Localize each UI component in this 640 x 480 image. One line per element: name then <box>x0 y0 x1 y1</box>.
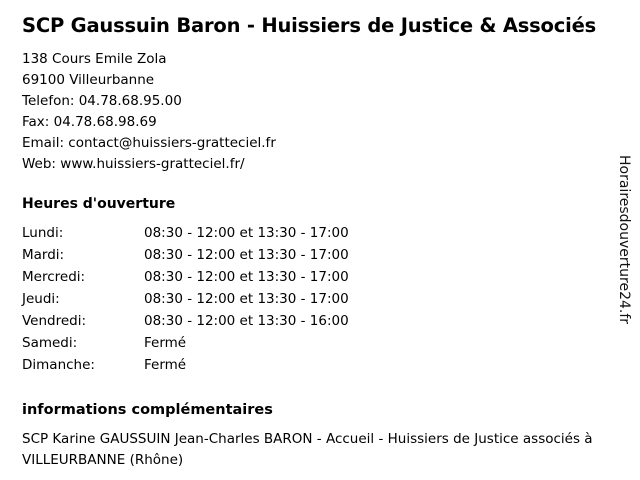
email-line: Email: contact@huissiers-gratteciel.fr <box>22 135 276 152</box>
additional-info-heading: informations complémentaires <box>22 402 273 419</box>
hours-day-label: Lundi: <box>22 225 64 242</box>
fax-line: Fax: 04.78.68.98.69 <box>22 114 157 131</box>
address-city: 69100 Villeurbanne <box>22 72 155 89</box>
hours-day-label: Jeudi: <box>22 291 60 308</box>
page-title: SCP Gaussuin Baron - Huissiers de Justice & Associés <box>22 14 597 37</box>
phone-line: Telefon: 04.78.68.95.00 <box>22 93 182 110</box>
hours-day-value: 08:30 - 12:00 et 13:30 - 16:00 <box>144 313 349 330</box>
opening-hours-table <box>22 222 349 376</box>
hours-day-label: Vendredi: <box>22 313 87 330</box>
additional-info-text: SCP Karine GAUSSUIN Jean-Charles BARON - Accueil - Huissiers de Justice associés à VILLEURBANNE (Rhône) <box>22 431 593 469</box>
table-row <box>22 310 349 332</box>
hours-day-label: Mardi: <box>22 247 65 264</box>
site-watermark-label: Horairesdouverture24.fr <box>616 155 632 325</box>
hours-day-value: 08:30 - 12:00 et 13:30 - 17:00 <box>144 269 349 286</box>
hours-day-value: Fermé <box>144 357 187 374</box>
hours-day-value: 08:30 - 12:00 et 13:30 - 17:00 <box>144 247 349 264</box>
address-street: 138 Cours Emile Zola <box>22 51 167 68</box>
hours-day-value: 08:30 - 12:00 et 13:30 - 17:00 <box>144 291 349 308</box>
opening-hours-heading: Heures d'ouverture <box>22 196 176 213</box>
hours-day-value: 08:30 - 12:00 et 13:30 - 17:00 <box>144 225 349 242</box>
hours-day-label: Samedi: <box>22 335 78 352</box>
site-watermark <box>610 0 638 480</box>
table-row <box>22 288 349 310</box>
table-row <box>22 354 349 376</box>
table-row <box>22 222 349 244</box>
website-line: Web: www.huissiers-gratteciel.fr/ <box>22 156 245 173</box>
hours-day-label: Dimanche: <box>22 357 95 374</box>
hours-day-value: Fermé <box>144 335 187 352</box>
table-row <box>22 332 349 354</box>
hours-day-label: Mercredi: <box>22 269 86 286</box>
contact-block <box>22 49 620 175</box>
table-row <box>22 266 349 288</box>
table-row <box>22 244 349 266</box>
